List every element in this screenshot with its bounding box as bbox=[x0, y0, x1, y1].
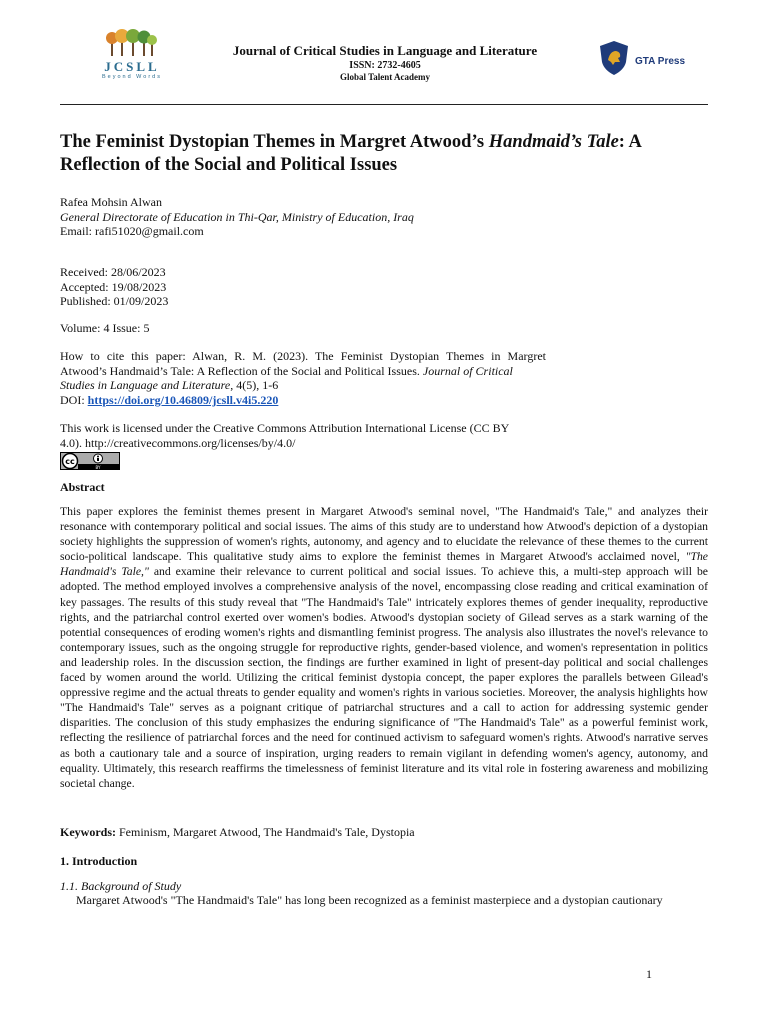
author-name: Rafea Mohsin Alwan bbox=[60, 195, 162, 209]
subsection-heading-background: 1.1. Background of Study bbox=[60, 879, 182, 893]
journal-title: Journal of Critical Studies in Language and Literature bbox=[232, 43, 538, 58]
received-date: Received: 28/06/2023 bbox=[60, 265, 166, 279]
article-title: The Feminist Dystopian Themes in Margret Atwood’s Handmaid’s Tale: A Reflection of the Social and Political Issues bbox=[60, 132, 641, 175]
doi-line: DOI: https://doi.org/10.46809/jcsll.v4i5.220 bbox=[60, 392, 279, 407]
abstract-novel-title: "The Handmaid's Tale," bbox=[60, 550, 708, 579]
keywords-list: Feminism, Margaret Atwood, The Handmaid's Tale, Dystopia bbox=[116, 825, 415, 839]
license-line-2: 4.0). http://creativecommons.org/licenses/by/4.0/ bbox=[60, 435, 296, 450]
logo-wordmark: JCSLL bbox=[104, 59, 160, 74]
gta-press-logo bbox=[598, 40, 698, 76]
issn: ISSN: 2732-4605 bbox=[349, 60, 421, 71]
header-divider bbox=[60, 104, 708, 105]
license-line-1: This work is licensed under the Creative Commons Attribution International License (CC BY bbox=[60, 421, 510, 435]
journal-header bbox=[200, 43, 570, 83]
introduction-paragraph: Margaret Atwood's "The Handmaid's Tale" has long been recognized as a feminist masterpiece and a dystopian cautionary bbox=[76, 893, 663, 907]
dates-block bbox=[60, 265, 720, 309]
academy-name: Global Talent Academy bbox=[339, 72, 430, 82]
keywords-line bbox=[60, 825, 720, 840]
author-affiliation: General Directorate of Education in Thi-Qar, Ministry of Education, Iraq bbox=[60, 209, 414, 224]
author-block bbox=[60, 195, 720, 239]
svg-text:cc: cc bbox=[65, 457, 75, 466]
cc-by-badge-icon bbox=[60, 452, 120, 470]
volume-issue: Volume: 4 Issue: 5 bbox=[60, 321, 150, 335]
abstract-heading: Abstract bbox=[60, 480, 105, 494]
page-number: 1 bbox=[646, 967, 652, 981]
citation-block bbox=[60, 349, 546, 407]
keywords-label: Keywords: bbox=[60, 825, 116, 839]
citation-line-1: How to cite this paper: Alwan, R. M. (2023). The Feminist Dystopian Themes in Margret bbox=[60, 349, 546, 363]
doi-link[interactable]: https://doi.org/10.46809/jcsll.v4i5.220 bbox=[87, 392, 279, 407]
trees-icon bbox=[106, 28, 158, 58]
license-block bbox=[60, 421, 546, 450]
author-email: Email: rafi51020@gmail.com bbox=[60, 224, 204, 238]
accepted-date: Accepted: 19/08/2023 bbox=[60, 279, 167, 294]
abstract-body: This paper explores the feminist themes present in Margaret Atwood's seminal novel, "The Handmaid's Tale," and analyzes their resonance with contemporary political and social issues. The aims of this study are to understand how Atwood's depiction of a dystopian society highlights the suppression of women's rights, autonomy, and agency and to elucidate the relevance of these themes to the current socio-political landscape. This qualitative study aims to explore the feminist themes in Margaret Atwood's acclaimed novel, "The Handmaid's Tale," and examine their relevance to current political and social issues. To achieve this, a multi-step approach will be adopted. The method employed involves a comprehensive analysis of the novel, encompassing close reading and critical examination of key passages. The results of this study reveal that "The Handmaid's Tale" intricately explores themes of gender inequality, reproductive rights, and the patriarchal control exerted over women's bodies. Atwood's dystopian society of Gilead serves as a stark warning of the potential consequences of eroding women's rights and dismantling feminist progress. The analysis also illustrates the novel's relevance to contemporary issues, such as the ongoing struggle for reproductive rights, gender-based violence, and women's representation in politics and leadership roles. In the discussion section, the findings are further examined in light of present-day political and social challenges faced by women around the world. Utilizing the critical feminist dystopia concept, the paper explores the parallels between Gilead's oppressive regime and the actual threats to gender equality and women's rights in various societies. Moreover, the analysis highlights how "The Handmaid's Tale" serves as a poignant critique of patriarchal structures and a call to action for addressing systemic gender disparities. The conclusion of this study emphasizes the enduring significance of "The Handmaid's Tale" as a powerful feminist work, reflecting the resilience of patriarchal forces and the need for continued activism to safeguard women's rights. Atwood's narrative serves as both a cautionary tale and a source of inspiration, urging readers to remain vigilant in defending women's agency, autonomy, and equality. Ultimately, this research reaffirms the timelessness of feminist literature and its vital role in fostering awareness and mobilizing societal change. bbox=[60, 505, 708, 790]
shield-lion-icon bbox=[598, 40, 630, 76]
gta-press-label: GTA Press bbox=[635, 56, 686, 67]
citation-line-2: Atwood’s Handmaid’s Tale: A Reflection of the Social and Political Issues. Journal of Critical bbox=[60, 363, 513, 378]
section-heading-introduction: 1. Introduction bbox=[60, 854, 138, 868]
svg-text:BY: BY bbox=[95, 465, 101, 470]
logo-tagline: Beyond Words bbox=[102, 74, 162, 80]
citation-line-3: Studies in Language and Literature, 4(5), 1-6 bbox=[60, 378, 279, 392]
title-novel-name: Handmaid’s Tale bbox=[488, 132, 619, 152]
jcsll-logo bbox=[84, 28, 180, 86]
published-date: Published: 01/09/2023 bbox=[60, 294, 169, 308]
